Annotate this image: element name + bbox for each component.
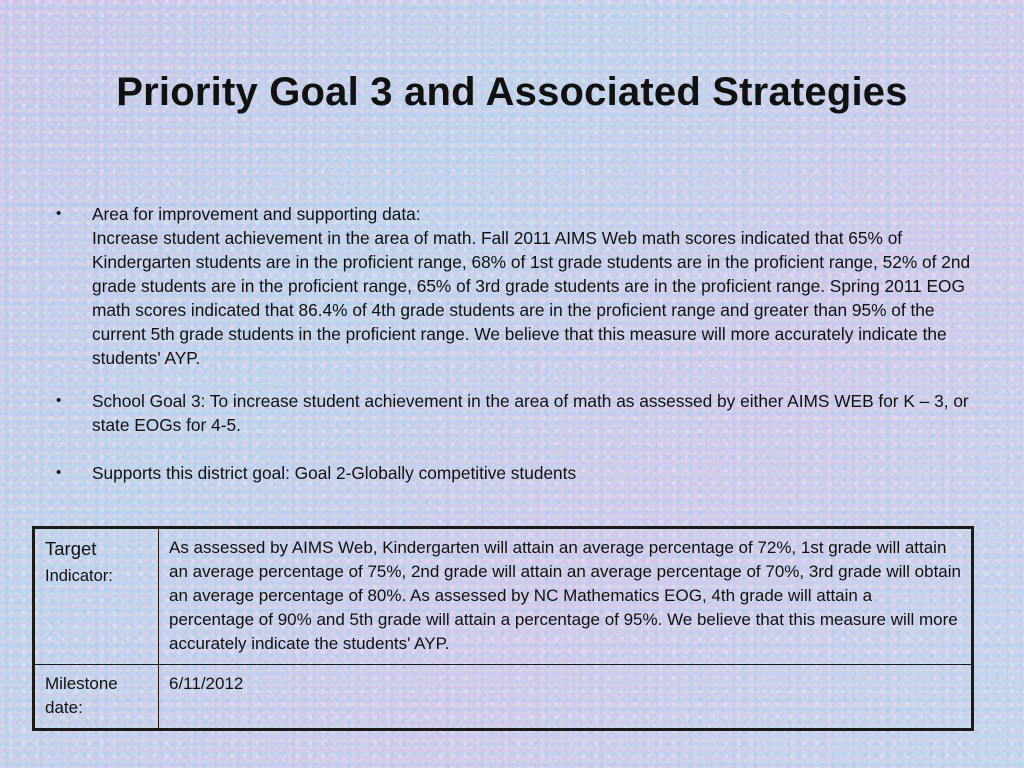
bullet-icon: • (56, 205, 62, 222)
slide-title: Priority Goal 3 and Associated Strategies (116, 70, 908, 114)
bullet-item-area-for-improvement (52, 202, 972, 370)
target-indicator-label-cell (34, 528, 159, 665)
bullet-list (52, 202, 972, 485)
target-indicator-value: As assessed by AIMS Web, Kindergarten will attain an average percentage of 72%, 1st grade will attain an average percentage of 75%, 2nd grade will attain an average percentage of 70%, 3rd grade will obtain an average percentage of 80%. As assessed by NC Mathematics EOG, 4th grade will attain a percentage of 90% and 5th grade will attain a percentage of 95%. We believe that this measure will more accurately indicate the students' AYP. (159, 528, 973, 665)
indicator-label: Indicator: (45, 567, 113, 585)
bullet-item-district-goal (52, 461, 972, 485)
bullet-text: Supports this district goal: Goal 2-Globally competitive students (92, 463, 577, 483)
table-row-target-indicator (34, 528, 973, 665)
bullet-item-school-goal (52, 389, 972, 437)
goal-table (32, 526, 974, 731)
target-label: Target (45, 538, 97, 559)
bullet-text: School Goal 3: To increase student achievement in the area of math as assessed by either AIMS WEB for K – 3, or state EOGs for 4-5. (92, 391, 969, 435)
bullet-icon: • (56, 464, 62, 481)
milestone-date-value: 6/11/2012 (159, 665, 973, 730)
bullet-body: Increase student achievement in the area of math. Fall 2011 AIMS Web math scores indicated that 65% of Kindergarten students are in the proficient range, 68% of 1st grade students are in the proficient range, 52% of 2nd grade students are in the proficient range, 65% of 3rd grade students are in the proficient range. Spring 2011 EOG math scores indicated that 86.4% of 4th grade students are in the proficient range and greater than 95% of the current 5th grade students in the proficient range. We believe that this measure will more accurately indicate the students' AYP. (92, 228, 971, 368)
bullet-heading: Area for improvement and supporting data: (92, 204, 421, 224)
bullet-icon: • (56, 392, 62, 409)
table-row-milestone-date (34, 665, 973, 730)
milestone-date-label: Milestone date: (34, 665, 159, 730)
